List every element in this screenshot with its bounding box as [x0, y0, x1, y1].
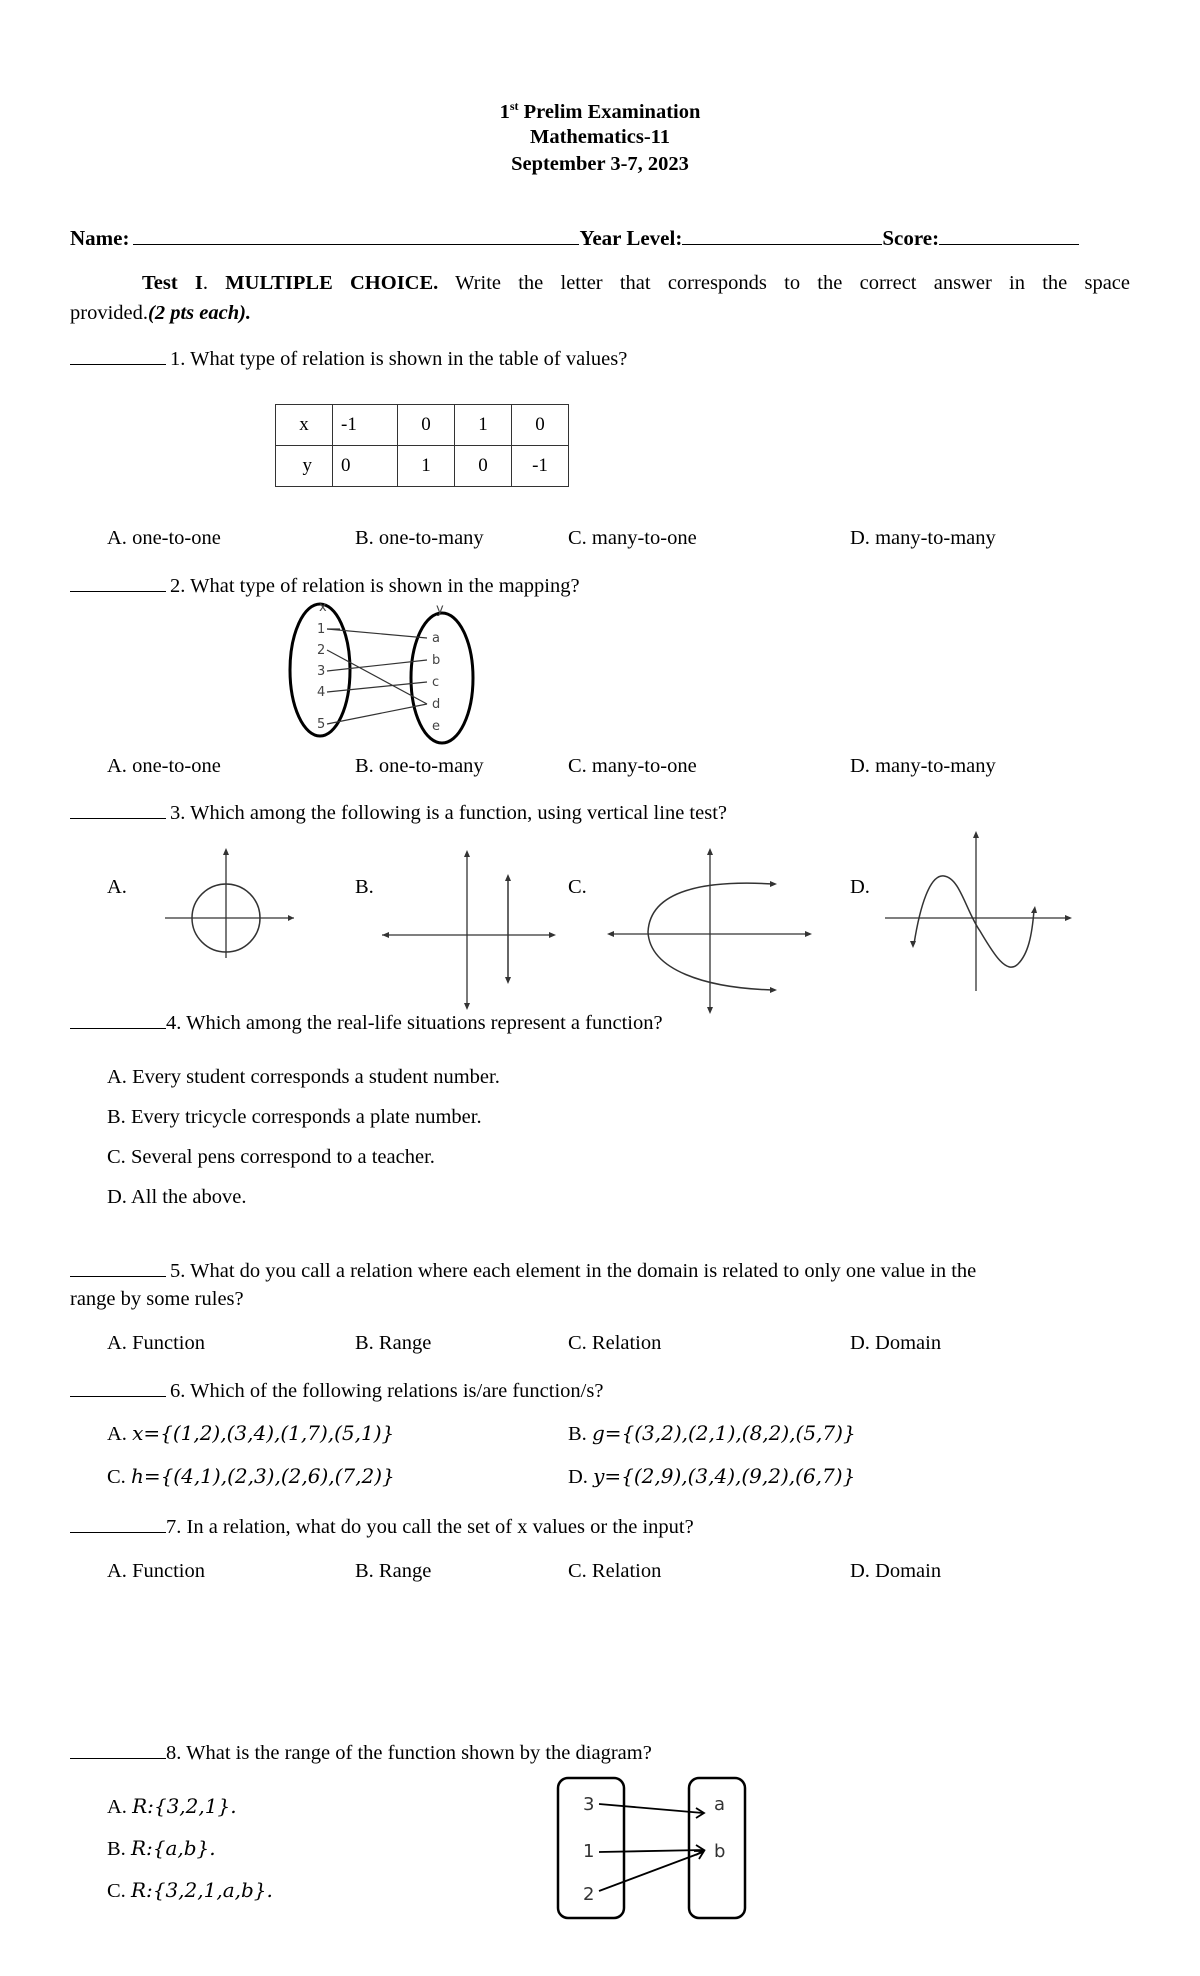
table-cell: 0: [333, 446, 398, 487]
answer-blank[interactable]: [70, 346, 166, 365]
range-label: y: [436, 602, 444, 617]
answer-blank[interactable]: [70, 800, 166, 819]
q4-option-a[interactable]: A. Every student corresponds a student number.: [107, 1066, 500, 1088]
domain-element: 4: [317, 685, 326, 700]
graph-a-circle: [160, 840, 300, 960]
table-cell: -1: [333, 405, 398, 446]
q2-option-c[interactable]: C. many-to-one: [568, 755, 697, 777]
q5-option-a[interactable]: A. Function: [107, 1332, 205, 1354]
q6-option-d[interactable]: D. y={(2,9),(3,4),(9,2),(6,7)}: [568, 1464, 856, 1488]
table-cell: 1: [455, 405, 512, 446]
table-cell: -1: [512, 446, 569, 487]
q4-option-d[interactable]: D. All the above.: [107, 1186, 247, 1208]
q8-option-c[interactable]: C. R:{3,2,1,a,b}.: [107, 1878, 273, 1902]
q5-option-b[interactable]: B. Range: [355, 1332, 432, 1354]
q7-option-a[interactable]: A. Function: [107, 1560, 205, 1582]
score-field[interactable]: [939, 226, 1079, 245]
domain-element: 3: [583, 1794, 595, 1815]
question-5: 5. What do you call a relation where each element in the domain is related to only one value in the: [70, 1258, 976, 1283]
q8-option-a[interactable]: A. R:{3,2,1}.: [107, 1794, 237, 1818]
q2-option-b[interactable]: B. one-to-many: [355, 755, 484, 777]
q4-option-b[interactable]: B. Every tricycle corresponds a plate number.: [107, 1106, 482, 1128]
range-element: d: [432, 697, 441, 712]
q7-option-c[interactable]: C. Relation: [568, 1560, 662, 1582]
domain-element: 3: [317, 664, 326, 679]
q1-option-a[interactable]: A. one-to-one: [107, 527, 221, 549]
exam-title: 1st Prelim Examination: [499, 99, 701, 123]
domain-element: 2: [583, 1884, 595, 1905]
question-2: 2. What type of relation is shown in the mapping?: [70, 573, 580, 598]
table-cell: 0: [512, 405, 569, 446]
table-cell: y: [276, 446, 333, 487]
name-label: Name:: [70, 226, 130, 250]
q5-option-d[interactable]: D. Domain: [850, 1332, 942, 1354]
score-label: Score:: [882, 226, 940, 250]
q1-option-b[interactable]: B. one-to-many: [355, 527, 484, 549]
table-cell: 1: [398, 446, 455, 487]
question-1: 1. What type of relation is shown in the table of values?: [70, 346, 627, 371]
range-element: a: [714, 1794, 726, 1815]
range-element: c: [432, 675, 440, 690]
q1-option-d[interactable]: D. many-to-many: [850, 527, 996, 549]
q3-option-c[interactable]: C.: [568, 876, 587, 898]
q7-option-b[interactable]: B. Range: [355, 1560, 432, 1582]
domain-element: 2: [317, 643, 326, 658]
year-level-label: Year Level:: [579, 226, 683, 250]
question-8: 8. What is the range of the function shown by the diagram?: [70, 1740, 652, 1765]
info-line: [70, 226, 1079, 251]
question-4: 4. Which among the real-life situations represent a function?: [70, 1010, 663, 1035]
graph-d-cubic-curve: [880, 826, 1080, 996]
q6-option-c[interactable]: C. h={(4,1),(2,3),(2,6),(7,2)}: [107, 1464, 395, 1488]
q7-option-d[interactable]: D. Domain: [850, 1560, 942, 1582]
range-element: b: [432, 653, 441, 668]
answer-blank[interactable]: [70, 1740, 166, 1759]
question-3: 3. Which among the following is a function, using vertical line test?: [70, 800, 727, 825]
table-of-values: [275, 404, 569, 487]
domain-element: 5: [317, 717, 326, 732]
q2-option-d[interactable]: D. many-to-many: [850, 755, 996, 777]
test-instructions: Test I. MULTIPLE CHOICE. Write the letter that corresponds to the correct answer in the space: [142, 272, 1130, 294]
table-cell: 0: [455, 446, 512, 487]
q8-option-b[interactable]: B. R:{a,b}.: [107, 1836, 216, 1860]
exam-date: September 3-7, 2023: [511, 153, 689, 175]
question-7: 7. In a relation, what do you call the set of x values or the input?: [70, 1514, 694, 1539]
function-diagram: [555, 1775, 755, 1925]
table-cell: x: [276, 405, 333, 446]
year-level-field[interactable]: [682, 226, 882, 245]
subject-title: Mathematics-11: [529, 126, 671, 148]
range-element: e: [432, 719, 440, 734]
graph-b-vertical-line: [380, 848, 560, 1018]
answer-blank[interactable]: [70, 1378, 166, 1397]
q6-option-a[interactable]: A. x={(1,2),(3,4),(1,7),(5,1)}: [107, 1421, 395, 1445]
answer-blank[interactable]: [70, 1010, 166, 1029]
mapping-diagram: [280, 600, 500, 745]
domain-label: x: [319, 600, 327, 615]
q3-option-a[interactable]: A.: [107, 876, 127, 898]
q6-option-b[interactable]: B. g={(3,2),(2,1),(8,2),(5,7)}: [568, 1421, 856, 1445]
q3-option-b[interactable]: B.: [355, 876, 374, 898]
question-6: 6. Which of the following relations is/are function/s?: [70, 1378, 603, 1403]
q5-option-c[interactable]: C. Relation: [568, 1332, 662, 1354]
graph-c-sideways-parabola: [605, 840, 815, 1020]
question-5-cont: range by some rules?: [70, 1288, 244, 1310]
name-field[interactable]: [133, 226, 579, 245]
q2-option-a[interactable]: A. one-to-one: [107, 755, 221, 777]
answer-blank[interactable]: [70, 1258, 166, 1277]
test-instructions-2: provided.(2 pts each).: [70, 302, 252, 324]
q3-option-d[interactable]: D.: [850, 876, 870, 898]
q4-option-c[interactable]: C. Several pens correspond to a teacher.: [107, 1146, 435, 1168]
range-element: a: [432, 631, 440, 646]
answer-blank[interactable]: [70, 1514, 166, 1533]
q1-option-c[interactable]: C. many-to-one: [568, 527, 697, 549]
answer-blank[interactable]: [70, 573, 166, 592]
range-element: b: [714, 1841, 726, 1862]
domain-element: 1: [583, 1841, 595, 1862]
table-cell: 0: [398, 405, 455, 446]
domain-element: 1: [317, 622, 326, 637]
